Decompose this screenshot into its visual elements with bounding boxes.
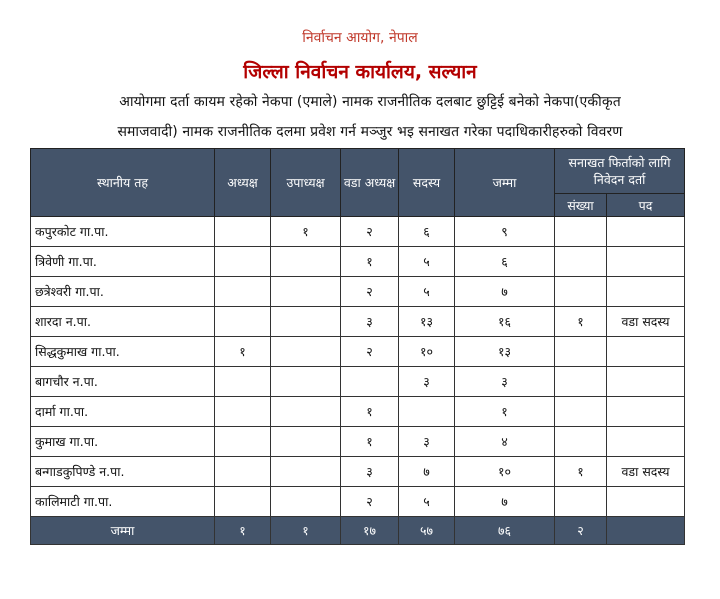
table-row: [31, 427, 685, 457]
cell-member: ३: [399, 367, 455, 397]
cell-count: [555, 367, 607, 397]
cell-vice-chair: १: [271, 217, 341, 247]
header-withdrawal: सनाखत फिर्ताको लागि निवेदन दर्ता: [555, 149, 685, 194]
table-row: [31, 247, 685, 277]
cell-member: ६: [399, 217, 455, 247]
table-row: [31, 367, 685, 397]
table-row: [31, 217, 685, 247]
cell-count: [555, 487, 607, 517]
cell-member: ५: [399, 277, 455, 307]
cell-count: [555, 427, 607, 457]
table-row: [31, 277, 685, 307]
cell-post: [607, 367, 685, 397]
cell-post: [607, 337, 685, 367]
officials-table: [30, 148, 685, 545]
cell-local-level: बन्गाडकुपिण्डे न.पा.: [31, 457, 215, 487]
total-member: ५७: [399, 517, 455, 545]
cell-ward-chair: ३: [341, 307, 399, 337]
cell-post: [607, 277, 685, 307]
cell-member: १३: [399, 307, 455, 337]
cell-count: [555, 247, 607, 277]
cell-member: ३: [399, 427, 455, 457]
header-member: सदस्य: [399, 149, 455, 217]
description-line-1: आयोगमा दर्ता कायम रहेको नेकपा (एमाले) नामक राजनीतिक दलबाट छुट्टिई बनेको नेकपा(एकीकृत: [119, 94, 621, 110]
cell-vice-chair: [271, 307, 341, 337]
header-post: पद: [607, 194, 685, 217]
cell-ward-chair: [341, 367, 399, 397]
table-row: [31, 307, 685, 337]
cell-member: ७: [399, 457, 455, 487]
header-chair: अध्यक्ष: [215, 149, 271, 217]
cell-total: १३: [455, 337, 555, 367]
cell-vice-chair: [271, 367, 341, 397]
cell-member: १०: [399, 337, 455, 367]
cell-vice-chair: [271, 277, 341, 307]
cell-vice-chair: [271, 487, 341, 517]
cell-total: ७: [455, 277, 555, 307]
cell-local-level: छत्रेश्वरी गा.पा.: [31, 277, 215, 307]
cell-ward-chair: १: [341, 427, 399, 457]
cell-post: [607, 427, 685, 457]
cell-post: [607, 217, 685, 247]
total-vice-chair: १: [271, 517, 341, 545]
header-total: जम्मा: [455, 149, 555, 217]
cell-chair: [215, 397, 271, 427]
cell-chair: [215, 247, 271, 277]
cell-total: ९: [455, 217, 555, 247]
cell-ward-chair: २: [341, 487, 399, 517]
cell-chair: [215, 487, 271, 517]
cell-local-level: त्रिवेणी गा.पा.: [31, 247, 215, 277]
cell-local-level: सिद्धकुमाख गा.पा.: [31, 337, 215, 367]
total-chair: १: [215, 517, 271, 545]
cell-member: ५: [399, 247, 455, 277]
cell-chair: [215, 307, 271, 337]
total-local-level: जम्मा: [31, 517, 215, 545]
cell-local-level: कुमाख गा.पा.: [31, 427, 215, 457]
cell-local-level: कालिमाटी गा.पा.: [31, 487, 215, 517]
cell-total: १: [455, 397, 555, 427]
cell-total: १६: [455, 307, 555, 337]
cell-ward-chair: २: [341, 337, 399, 367]
total-total: ७६: [455, 517, 555, 545]
cell-total: ७: [455, 487, 555, 517]
cell-chair: [215, 367, 271, 397]
cell-member: ५: [399, 487, 455, 517]
cell-chair: [215, 277, 271, 307]
cell-post: [607, 397, 685, 427]
cell-post: वडा सदस्य: [607, 307, 685, 337]
cell-vice-chair: [271, 247, 341, 277]
table-row: [31, 337, 685, 367]
cell-count: [555, 337, 607, 367]
cell-chair: [215, 427, 271, 457]
cell-post: वडा सदस्य: [607, 457, 685, 487]
cell-chair: १: [215, 337, 271, 367]
cell-count: [555, 217, 607, 247]
header-ward-chair: वडा अध्यक्ष: [341, 149, 399, 217]
cell-local-level: कपुरकोट गा.पा.: [31, 217, 215, 247]
cell-post: [607, 487, 685, 517]
table-row: [31, 457, 685, 487]
description-line-2: समाजवादी) नामक राजनीतिक दलमा प्रवेश गर्न मञ्जुर भइ सनाखत गरेका पदाधिकारीहरुको विवरण: [117, 124, 623, 140]
cell-local-level: शारदा न.पा.: [31, 307, 215, 337]
cell-total: ३: [455, 367, 555, 397]
cell-vice-chair: [271, 337, 341, 367]
total-count: २: [555, 517, 607, 545]
table-row: [31, 397, 685, 427]
cell-count: [555, 397, 607, 427]
cell-local-level: दार्मा गा.पा.: [31, 397, 215, 427]
office-title: जिल्ला निर्वाचन कार्यालय, सल्यान: [243, 61, 477, 83]
cell-total: १०: [455, 457, 555, 487]
total-ward-chair: १७: [341, 517, 399, 545]
cell-ward-chair: १: [341, 397, 399, 427]
cell-vice-chair: [271, 457, 341, 487]
cell-total: ६: [455, 247, 555, 277]
cell-ward-chair: २: [341, 277, 399, 307]
cell-count: [555, 277, 607, 307]
header-vice-chair: उपाध्यक्ष: [271, 149, 341, 217]
cell-vice-chair: [271, 397, 341, 427]
header-local-level: स्थानीय तह: [31, 149, 215, 217]
cell-local-level: बागचौर न.पा.: [31, 367, 215, 397]
cell-count: १: [555, 307, 607, 337]
table-row: [31, 487, 685, 517]
cell-member: [399, 397, 455, 427]
header-count: संख्या: [555, 194, 607, 217]
cell-chair: [215, 457, 271, 487]
cell-total: ४: [455, 427, 555, 457]
cell-chair: [215, 217, 271, 247]
total-row: [31, 517, 685, 545]
cell-ward-chair: १: [341, 247, 399, 277]
cell-count: १: [555, 457, 607, 487]
cell-post: [607, 247, 685, 277]
total-post: [607, 517, 685, 545]
org-name: निर्वाचन आयोग, नेपाल: [302, 30, 418, 46]
cell-ward-chair: २: [341, 217, 399, 247]
cell-vice-chair: [271, 427, 341, 457]
cell-ward-chair: ३: [341, 457, 399, 487]
